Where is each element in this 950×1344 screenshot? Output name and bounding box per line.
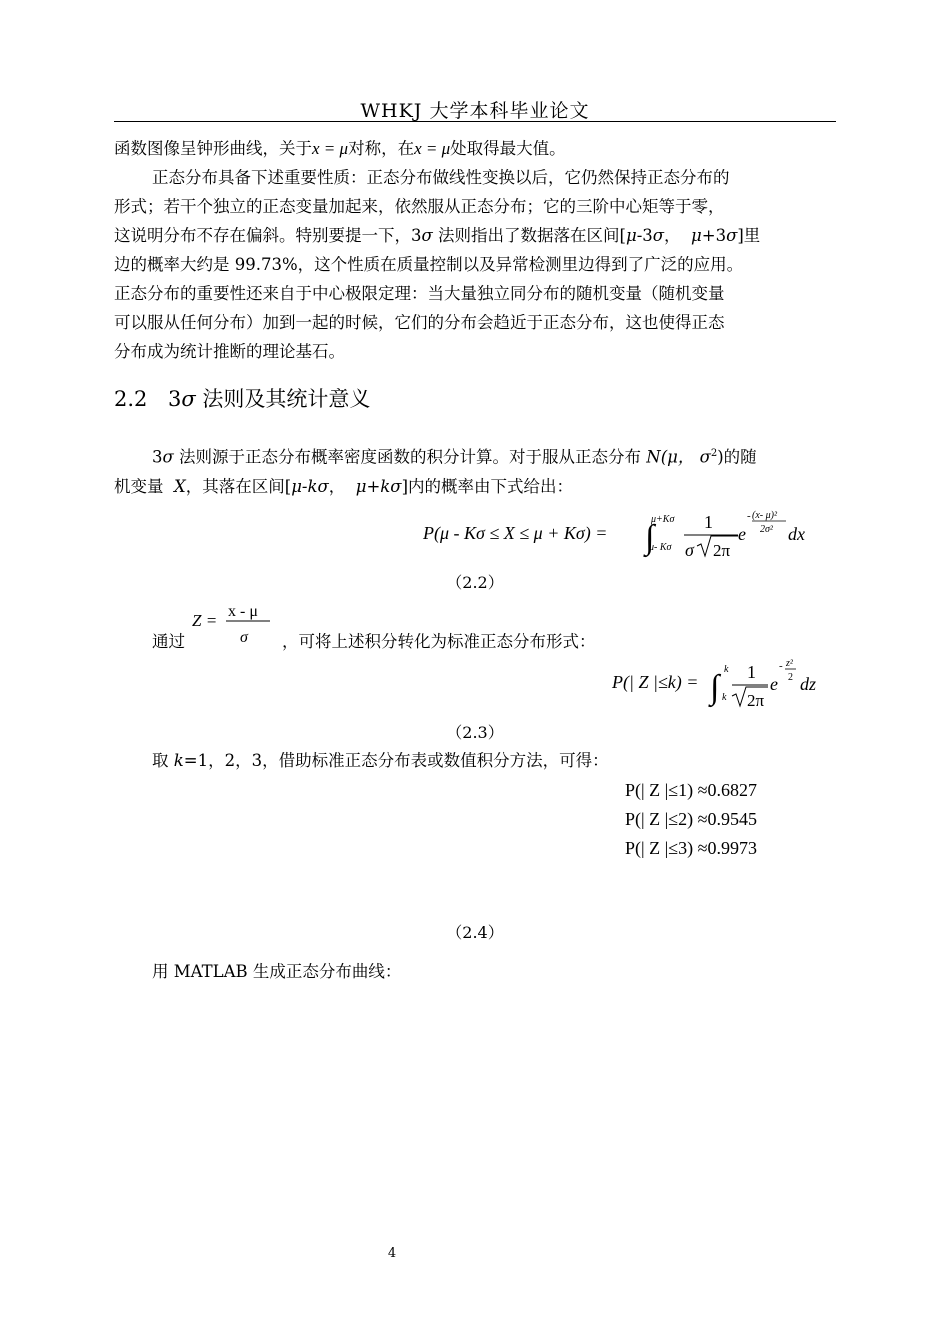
paragraph-5 [152, 746, 874, 775]
p3-l2-g: ]内的概率由下式给出： [401, 476, 573, 496]
p1-post: 处取得最大值。 [450, 139, 566, 158]
p1-eq-b: x = μ [414, 139, 451, 158]
paragraph-1 [114, 134, 836, 163]
p3-l2-c: ，其落在区间[ [185, 476, 292, 496]
eq22-num: 1 [704, 512, 713, 532]
p5-pre: 取 [152, 751, 174, 770]
p3-l2-a: 机变量 [114, 476, 174, 496]
p2-line-6: 可以服从任何分布）加到一起的时候，它们的分布会趋近于正态分布，这也使得正态 [114, 313, 725, 332]
eq22-den-sigma: σ [685, 540, 694, 560]
equation-2-3 [610, 654, 830, 714]
eq24-row-2: P(| Z |≤2) ≈0.9545 [625, 809, 757, 829]
eq22-lower: μ- Kσ [649, 542, 672, 553]
z-formula-lhs: Z = [192, 611, 218, 630]
eq23-den: 2π [747, 691, 765, 710]
eq23-num: 1 [747, 662, 756, 682]
p3-l1-g: )的随 [717, 447, 757, 467]
section-title-b: 法则及其统计意义 [195, 387, 371, 411]
eq23-exp-minus: - [779, 660, 783, 672]
p3-l2-upper: μ+kσ [355, 476, 402, 496]
equation-2-4 [625, 776, 757, 863]
p2-l3-text-e: -3 [636, 226, 653, 245]
z-formula-num: x - μ [228, 603, 258, 620]
eq22-e: e [738, 524, 746, 544]
p2-l3-text-g: ， [664, 226, 692, 245]
z-formula [190, 598, 272, 650]
eq24-row-3: P(| Z |≤3) ≈0.9973 [625, 838, 757, 858]
p3-l2-lower: μ-kσ [291, 476, 329, 496]
paragraph-2 [114, 163, 836, 366]
p2-line-7: 分布成为统计推断的理论基石。 [114, 342, 345, 361]
p2-line-1: 正态分布具备下述重要性质：正态分布做线性变换以后，它仍然保持正态分布的 [152, 168, 730, 187]
eq22-dx: dx [788, 524, 805, 544]
p5-k: k [173, 751, 184, 770]
eq23-e: e [770, 674, 778, 694]
p2-l3-sigma-2: σ [652, 226, 665, 245]
p4-post: ，可将上述积分转化为标准正态分布形式： [282, 632, 596, 651]
p3-l1-a: 3 [152, 447, 163, 467]
eq22-upper: μ+Kσ [651, 514, 675, 525]
p3-l1-sigma: σ [162, 447, 174, 467]
p5-post: =1，2，3，借助标准正态分布表或数值积分方法，可得： [183, 751, 609, 770]
p2-l3-text-i: +3 [701, 226, 727, 245]
section-title-sigma: σ [181, 387, 196, 411]
p3-l1-params: (μ， σ [660, 447, 711, 467]
p1-pre: 函数图像呈钟形曲线，关于 [114, 139, 312, 158]
p3-l2-e: ， [328, 476, 356, 496]
eq22-exp-den: 2σ² [760, 524, 773, 535]
paragraph-4-rest [282, 627, 802, 656]
z-formula-den: σ [240, 629, 248, 646]
eq22-integral-sign: ∫ [645, 519, 655, 556]
p2-l3-text-c: 法则指出了数据落在区间[ [432, 226, 626, 245]
equation-label-2-2: （2.2） [446, 573, 504, 592]
page-header: WHKJ 大学本科毕业论文 [360, 100, 590, 122]
p2-line-5: 正态分布的重要性还来自于中心极限定理：当大量独立同分布的随机变量（随机变量 [114, 284, 725, 303]
eq23-lower: k [722, 692, 727, 703]
section-number: 2.2 [114, 387, 148, 411]
eq23-dz: dz [800, 674, 817, 694]
p2-l3-mu-2: μ [691, 226, 702, 245]
p3-l1-n: N [646, 447, 661, 467]
p3-l2-x: X [174, 476, 186, 496]
p2-line-3 [114, 221, 836, 250]
equation-label-2-4: （2.4） [446, 923, 504, 942]
section-title-a: 3 [168, 387, 182, 411]
paragraph-3 [114, 439, 836, 501]
p1-eq-a: x = μ [312, 139, 349, 158]
p1-mid: 对称，在 [348, 139, 415, 158]
p3-l1-sup: 2 [710, 448, 718, 459]
p2-l3-sigma: σ [421, 226, 433, 245]
eq22-den-2pi: 2π [713, 541, 731, 560]
page-number: 4 [387, 1246, 397, 1261]
eq22-lhs: P(μ - Kσ ≤ X ≤ μ + Kσ) = [423, 523, 608, 543]
p4-pre: 通过 [152, 632, 185, 651]
equation-label-2-3: （2.3） [446, 723, 504, 742]
eq22-exp-minus: - [747, 510, 751, 522]
eq23-exp-num: z² [786, 658, 793, 669]
eq23-upper: k [724, 664, 729, 675]
p3-l1-c: 法则源于正态分布概率密度函数的积分计算。对于服从正态分布 [173, 447, 647, 467]
paragraph-6: 用 MATLAB 生成正态分布曲线： [152, 962, 402, 981]
p2-line-2: 形式；若干个独立的正态变量加起来，依然服从正态分布；它的三阶中心矩等于零， [114, 197, 725, 216]
p2-l3-mu: μ [625, 226, 637, 245]
p2-line-4: 边的概率大约是 99.73%，这个性质在质量控制以及异常检测里边得到了广泛的应用。 [114, 255, 744, 274]
header-rule [114, 121, 836, 122]
section-heading [114, 383, 370, 413]
eq22-exp-num: (x- μ)² [752, 510, 777, 521]
equation-2-2 [420, 504, 820, 564]
p2-l3-text-k: ]里 [737, 226, 761, 245]
p2-l3-text-a: 这说明分布不存在偏斜。特别要提一下，3 [114, 226, 422, 245]
eq23-lhs: P(| Z |≤k) = [612, 672, 699, 692]
eq23-exp-den: 2 [788, 672, 793, 683]
eq24-row-1: P(| Z |≤1) ≈0.6827 [625, 780, 757, 800]
p2-l3-sigma-3: σ [726, 226, 738, 245]
eq23-integral-sign: ∫ [710, 669, 720, 706]
